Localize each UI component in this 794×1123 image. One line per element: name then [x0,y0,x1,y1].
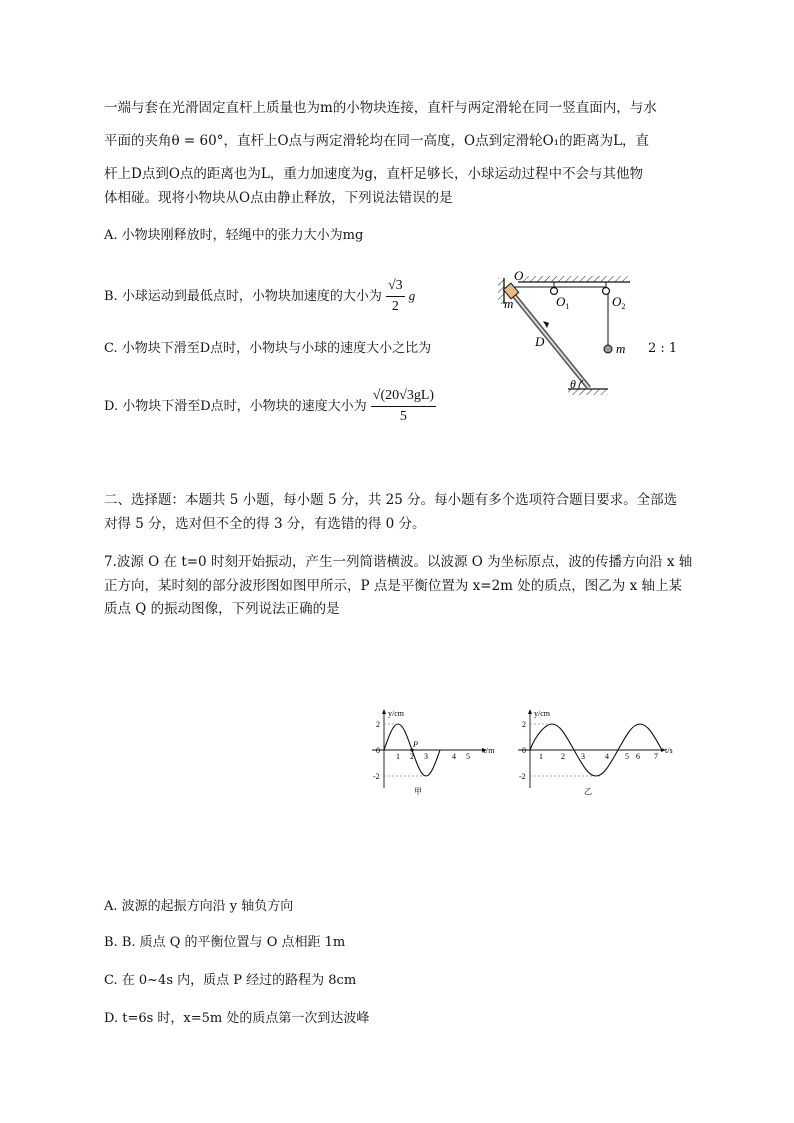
q6-option-d-denominator: 5 [399,409,407,424]
q6-stem-line-1: 一端与套在光滑固定直杆上质量也为m的小物块连接，直杆与两定滑轮在同一竖直面内，与水 [104,100,657,116]
q6-option-d-fraction [371,386,436,427]
graph-jia-ytick-neg2: -2 [373,772,380,781]
graph-jia-xtick-2: 2 [410,752,414,761]
q6-option-d-numerator: √(20√3gL) [371,386,436,407]
q6-option-b-text: B. 小球运动到最低点时，小物块加速度的大小为 [104,289,382,304]
q6-option-b-g: g [408,288,416,303]
section-2-line-1: 二、选择题：本题共 5 小题，每小题 5 分，共 25 分。每小题有多个选项符合题目要求。全部选 [104,492,678,508]
q7-option-c: C. 在 0~4s 内，质点 P 经过的路程为 8cm [104,973,357,988]
graph-yi-ytick-0: 0 [522,746,526,755]
label-m-block: m [504,296,514,311]
graph-yi-xtick-4: 4 [605,752,609,761]
graph-jia-xlabel: x/m [482,746,495,755]
section-2-line-2: 对得 5 分，选对但不全的得 3 分，有选错的得 0 分。 [104,516,426,532]
rod-direction-arrow [543,321,549,328]
q7-option-a: A. 波源的起振方向沿 y 轴负方向 [104,899,294,914]
q7-stem-line-3: 质点 Q 的振动图像，下列说法正确的是 [104,601,340,617]
ceiling-hatch [522,276,630,282]
graph-jia-xtick-3: 3 [424,752,428,761]
label-theta: θ [570,377,576,391]
label-m-ball: m [616,341,626,356]
graph-jia-xtick-1: 1 [396,752,400,761]
q6-stem-line-2: 平面的夹角θ = 60°，直杆上O点与两定滑轮均在同一高度，O点到定滑轮O₁的距离为L，直 [104,133,650,149]
graph-yi-xtick-1: 1 [539,752,543,761]
label-D: D [535,334,545,349]
pulley-rod-figure [496,266,642,400]
q6-option-c-ratio: 2 : 1 [648,341,678,356]
graph-jia-ytick-0: 0 [376,746,380,755]
graph-yi-xlabel: t/s [665,746,673,755]
graph-yi-xtick-3: 3 [581,752,585,761]
graph-yi-y-arrow [528,709,532,714]
q6-option-b [104,276,415,317]
q7-stem-line-2: 正方向，某时刻的部分波形图如图甲所示，P 点是平衡位置为 x=2m 处的质点，图乙为 x 轴上某 [104,578,682,594]
graph-jia-ytick-2: 2 [376,720,380,729]
q6-option-a: A. 小物块刚释放时，轻绳中的张力大小为mg [104,228,364,243]
graph-jia-xtick-5: 5 [466,752,470,761]
q6-option-b-fraction [386,276,405,317]
q6-option-b-numerator: √3 [386,276,405,297]
q6-option-d [104,386,436,427]
inclined-rod-inner [508,288,589,388]
graph-yi-xtick-5: 5 [625,752,629,761]
q6-stem-line-3: 杆上D点到O点的距离也为L，重力加速度为g，直杆足够长，小球运动过程中不会与其他物 [104,166,643,182]
q6-option-c: C. 小物块下滑至D点时，小物块与小球的速度大小之比为 [104,341,432,356]
q7-stem-line-1: 7.波源 O 在 t=0 时刻开始振动，产生一列简谐横波。以波源 O 为坐标原点，波的传播方向沿 x 轴 [104,554,693,570]
q7-option-d: D. t=6s 时，x=5m 处的质点第一次到达波峰 [104,1011,370,1026]
graph-yi-ytick-2: 2 [522,720,526,729]
q6-option-b-denominator: 2 [391,299,399,314]
label-O: O [514,268,524,283]
graph-yi [508,706,678,796]
q7-option-b: B. B. 质点 Q 的平衡位置与 O 点相距 1m [104,935,346,950]
graph-yi-ylabel: y/cm [534,709,550,718]
pulley-2 [603,288,610,295]
ball [604,345,612,353]
q6-option-d-text: D. 小物块下滑至D点时，小物块的速度大小为 [104,399,367,414]
graph-jia [362,706,502,796]
graph-jia-caption: 甲 [414,787,422,796]
label-O2: $O_2$ [612,294,626,311]
graph-yi-xtick-6: 6 [636,752,640,761]
graph-yi-caption: 乙 [584,787,592,796]
graph-yi-ytick-neg2: -2 [519,772,526,781]
graph-yi-xtick-2: 2 [561,752,565,761]
graph-jia-ylabel: y/cm [388,709,404,718]
graph-yi-xtick-7: 7 [654,752,658,761]
graph-jia-xtick-4: 4 [452,752,456,761]
graph-jia-y-arrow [382,709,386,714]
label-O1: $O_1$ [556,294,570,311]
graph-jia-point-P-label: P [413,740,418,749]
q6-stem-line-4: 体相碰。现将小物块从O点由静止释放，下列说法错误的是 [104,190,453,206]
